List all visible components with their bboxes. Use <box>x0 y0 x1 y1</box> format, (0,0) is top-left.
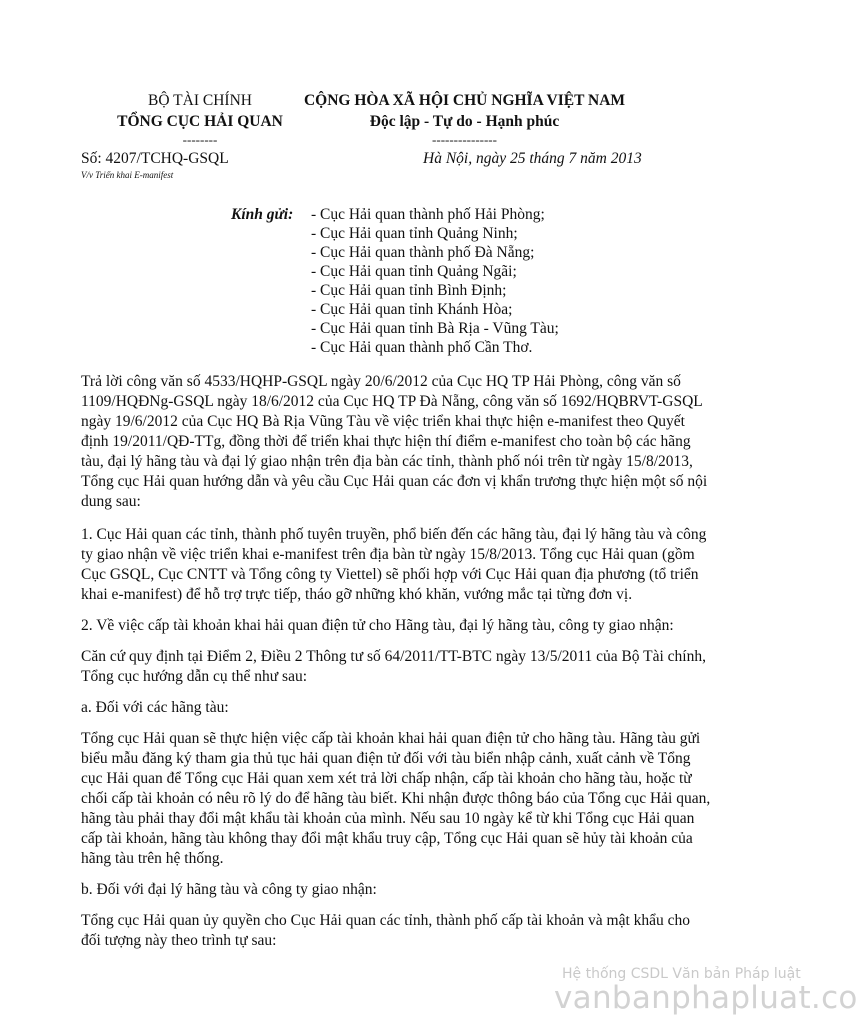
item-2-paragraph: 2. Về việc cấp tài khoản khai hải quan điện tử cho Hãng tàu, đại lý hãng tàu, công ty giao nhận: <box>81 617 674 634</box>
item-1-paragraph: 1. Cục Hải quan các tỉnh, thành phố tuyên truyền, phổ biến đến các hãng tàu, đại lý hãng tàu và công ty giao nhận về việc triển khai e-manifest trên địa bàn từ ngày 15/8/2013. Tổng cục Hải quan (gồm Cục GSQL, Cục CNTT và Tổng công ty Viettel) sẽ phối hợp với Cục Hải quan địa phương (tổ triển khai e-manifest) để hỗ trợ trực tiếp, tháo gỡ những khó khăn, vướng mắc tại từng đơn vị. <box>81 526 707 603</box>
header-left-divider: -------- <box>182 132 218 147</box>
recipient-item: - Cục Hải quan thành phố Đà Nẵng; <box>311 244 535 261</box>
recipient-item: - Cục Hải quan thành phố Hải Phòng; <box>311 206 545 223</box>
section-a-paragraph: Tổng cục Hải quan sẽ thực hiện việc cấp tài khoản khai hải quan điện tử cho hãng tàu. Hãng tàu gửi biểu mẫu đăng ký tham gia thủ tục hải quan điện tử đối với tàu biển nhập cảnh, xuất cảnh về Tổng cục Hải quan để Tổng cục Hải quan xem xét trả lời chấp nhận, cấp tài khoản cho hãng tàu, hoặc từ chối cấp tài khoản có nêu rõ lý do để hãng tàu biết. Khi nhận được thông báo của Tổng cục Hải quan, hãng tàu phải thay đổi mật khẩu tài khoản của mình. Nếu sau 10 ngày kể từ khi Tổng cục Hải quan cấp tài khoản, hãng tàu không thay đổi mật khẩu truy cập, Tổng cục Hải quan sẽ hủy tài khoản của hãng tàu trên hệ thống. <box>81 730 711 867</box>
recipients-list <box>311 205 559 357</box>
section-b-title: b. Đối với đại lý hãng tàu và công ty giao nhận: <box>81 881 377 898</box>
document-number: Số: 4207/TCHQ-GSQL <box>81 150 229 167</box>
section-b-paragraph: Tổng cục Hải quan ủy quyền cho Cục Hải quan các tỉnh, thành phố cấp tài khoản và mật khẩu cho đối tượng này theo trình tự sau: <box>81 912 691 949</box>
intro-paragraph: Trả lời công văn số 4533/HQHP-GSQL ngày 20/6/2012 của Cục HQ TP Hải Phòng, công văn số 1109/HQĐNg-GSQL ngày 18/6/2012 của Cục HQ TP Đà Nẵng, công văn số 1692/HQBRVT-GSQL ngày 19/6/2012 của Cục HQ Bà Rịa Vũng Tàu về việc triển khai thực hiện e-manifest theo Quyết định 19/2011/QĐ-TTg, đồng thời để triển khai thực hiện thí điểm e-manifest cho toàn bộ các hãng tàu, đại lý hãng tàu và đại lý giao nhận trên địa bàn các tỉnh, thành phố nói trên từ ngày 15/8/2013, Tổng cục Hải quan hướng dẫn và yêu cầu Cục Hải quan các đơn vị khẩn trương thực hiện một số nội dung sau: <box>81 373 708 510</box>
recipient-item: - Cục Hải quan tỉnh Khánh Hòa; <box>311 301 513 318</box>
national-title: CỘNG HÒA XÃ HỘI CHỦ NGHĨA VIỆT NAM <box>303 92 626 109</box>
document-subject: V/v Triển khai E-manifest <box>81 170 174 180</box>
national-motto: Độc lập - Tự do - Hạnh phúc <box>369 113 560 130</box>
document-date: Hà Nội, ngày 25 tháng 7 năm 2013 <box>423 150 642 167</box>
watermark-caption: Hệ thống CSDL Văn bản Pháp luật <box>562 966 801 982</box>
recipient-item: - Cục Hải quan tỉnh Quảng Ngãi; <box>311 263 517 280</box>
header-right-divider: --------------- <box>432 132 497 147</box>
watermark-site: vanbanphapluat.co <box>554 980 858 1016</box>
recipient-item: - Cục Hải quan tỉnh Bình Định; <box>311 282 507 299</box>
recipients-label: Kính gửi: <box>231 206 294 223</box>
recipient-item: - Cục Hải quan tỉnh Quảng Ninh; <box>311 225 518 242</box>
legal-basis-paragraph: Căn cứ quy định tại Điểm 2, Điều 2 Thông tư số 64/2011/TT-BTC ngày 13/5/2011 của Bộ Tài chính, Tổng cục hướng dẫn cụ thể như sau: <box>81 648 706 685</box>
document-body <box>81 372 713 951</box>
recipient-item: - Cục Hải quan thành phố Cần Thơ. <box>311 339 533 356</box>
section-a-title: a. Đối với các hãng tàu: <box>81 699 229 716</box>
agency-parent: BỘ TÀI CHÍNH <box>148 92 252 109</box>
agency-name: TỔNG CỤC HẢI QUAN <box>117 113 283 130</box>
recipient-item: - Cục Hải quan tỉnh Bà Rịa - Vũng Tàu; <box>311 320 559 337</box>
